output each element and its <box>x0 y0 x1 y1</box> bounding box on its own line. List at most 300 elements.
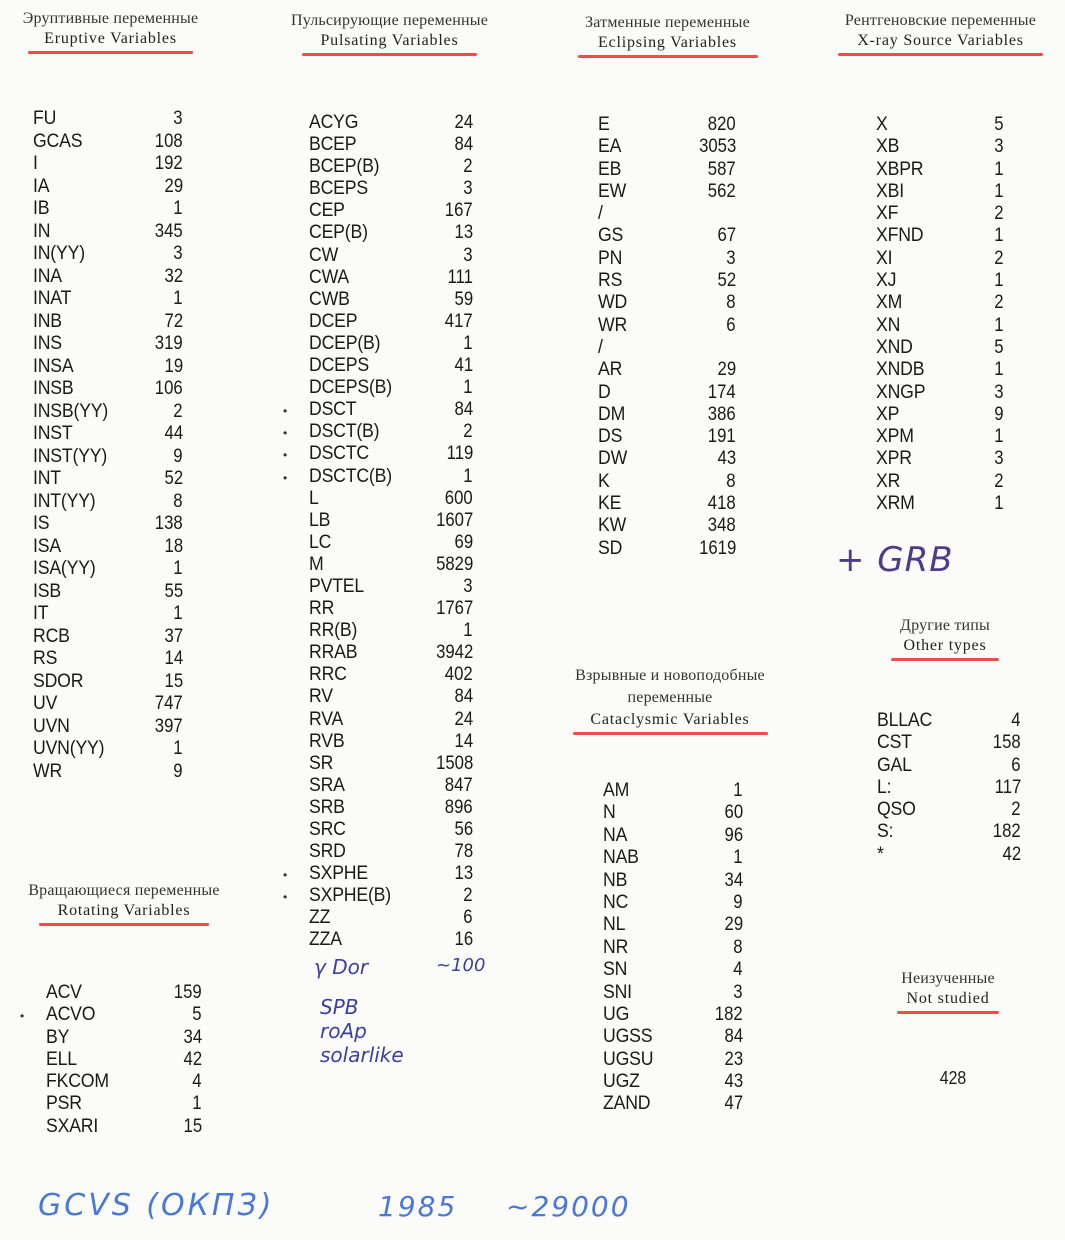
type-code: ISB <box>33 580 61 602</box>
type-code: DSCT <box>309 399 357 421</box>
type-count: 1 <box>994 314 1004 336</box>
notstudied-underline <box>897 1011 999 1014</box>
type-count: 5 <box>994 114 1004 135</box>
list-item <box>603 959 743 981</box>
xray-title-en: X-ray Source Variables <box>857 32 1024 49</box>
notstudied-title-ru: Неизученные <box>901 970 995 987</box>
type-count: 34 <box>183 1026 202 1048</box>
list-item <box>876 159 1004 181</box>
rotating-underline <box>39 923 209 926</box>
type-code: UGSS <box>603 1026 653 1048</box>
list-item <box>33 176 183 199</box>
type-code: DSCTC <box>309 443 369 465</box>
type-count: 106 <box>155 378 183 399</box>
cataclysmic-list <box>603 780 743 1116</box>
type-code: INB <box>33 310 62 332</box>
type-code: WR <box>33 760 63 782</box>
list-item <box>283 885 473 907</box>
type-count: 600 <box>445 487 473 509</box>
type-count: 9 <box>173 760 183 782</box>
type-code: RS <box>33 648 58 669</box>
type-count: 6 <box>1011 754 1021 776</box>
list-item <box>309 112 473 134</box>
type-count: 4 <box>733 959 743 981</box>
other-title-ru: Другие типы <box>900 617 990 634</box>
type-code: SR <box>309 752 334 774</box>
type-count: 174 <box>708 381 736 403</box>
type-count: 44 <box>164 423 183 444</box>
type-code: CEP <box>309 200 345 222</box>
list-item <box>309 620 473 642</box>
list-item <box>33 536 183 559</box>
type-code: SXPHE(B) <box>309 885 391 907</box>
eclipsing-title-ru: Затменные переменные <box>585 14 750 31</box>
type-code: AM <box>603 780 630 801</box>
type-code: IS <box>33 513 50 534</box>
type-code: KE <box>598 493 622 515</box>
eruptive-list <box>33 108 183 783</box>
type-count: 119 <box>446 443 473 465</box>
list-item <box>603 870 743 892</box>
list-item <box>46 1093 202 1115</box>
type-code: ISA <box>33 535 61 557</box>
type-count: 34 <box>724 869 743 891</box>
list-item <box>603 780 743 802</box>
type-count: 14 <box>454 730 473 752</box>
type-code: NB <box>603 869 628 891</box>
list-item <box>283 443 473 465</box>
type-code: INA <box>33 265 62 287</box>
list-item <box>33 693 183 716</box>
type-code: X <box>876 114 888 135</box>
type-code: L: <box>877 776 892 798</box>
type-code: WR <box>598 314 628 336</box>
type-count: 6 <box>726 314 736 336</box>
list-item <box>33 738 183 761</box>
list-item <box>46 982 202 1004</box>
type-count: 397 <box>155 715 183 737</box>
type-code: SD <box>598 537 623 559</box>
type-code: RVB <box>309 730 345 752</box>
xray-list <box>876 114 1004 515</box>
list-item <box>309 178 473 200</box>
other-title-en: Other types <box>903 637 987 654</box>
type-code: NAB <box>603 847 639 869</box>
type-count: 3 <box>994 136 1004 158</box>
type-count: 24 <box>454 708 473 730</box>
list-item <box>33 513 183 536</box>
type-code: DSCTC(B) <box>309 465 392 487</box>
list-item <box>876 404 1004 426</box>
type-count: 96 <box>724 824 743 846</box>
list-item <box>309 134 473 156</box>
type-count: 348 <box>708 515 736 537</box>
type-count: 2 <box>1011 799 1021 821</box>
type-code: XF <box>876 203 899 225</box>
type-count: 1607 <box>435 509 473 531</box>
list-item <box>603 1004 743 1026</box>
list-item <box>598 404 736 426</box>
list-item <box>283 421 473 443</box>
type-code: INST <box>33 423 73 444</box>
list-item <box>598 181 736 203</box>
type-count: 8 <box>733 936 743 958</box>
type-count: 29 <box>724 914 743 936</box>
list-item <box>33 626 183 649</box>
type-count: 52 <box>164 468 183 489</box>
type-code: DCEP <box>309 310 358 332</box>
type-code: L <box>309 487 319 509</box>
list-item <box>598 515 736 537</box>
list-item <box>309 775 473 797</box>
type-count: 6 <box>463 907 473 929</box>
cataclysmic-title-en: Cataclysmic Variables <box>590 711 750 728</box>
type-count: 84 <box>454 686 473 708</box>
type-code: ISA(YY) <box>33 558 96 579</box>
footer-catalog: GCVS (ОКПЗ) <box>38 1188 275 1223</box>
list-item <box>309 488 473 510</box>
type-code: UVN <box>33 715 70 737</box>
list-item <box>876 181 1004 203</box>
type-code: SNI <box>603 981 632 1003</box>
type-count: 1 <box>994 225 1004 247</box>
type-count: 13 <box>454 222 473 244</box>
type-code: QSO <box>877 799 916 821</box>
type-count: 1 <box>994 180 1004 202</box>
type-code: INSB(YY) <box>33 400 109 422</box>
type-code: RR(B) <box>309 620 358 642</box>
list-item <box>603 1093 743 1115</box>
cataclysmic-title-ru: Взрывные и новоподобные переменные <box>575 667 765 706</box>
type-count: 55 <box>164 580 183 602</box>
type-count: 3 <box>463 178 473 200</box>
notstudied-value: 428 <box>939 1068 967 1088</box>
list-item <box>33 671 183 694</box>
type-count: 2 <box>994 203 1004 225</box>
type-count: 345 <box>155 220 183 242</box>
list-item <box>603 892 743 914</box>
type-count: 69 <box>454 531 473 553</box>
type-count: 1 <box>994 359 1004 381</box>
type-count: 1 <box>733 847 743 869</box>
pulsating-list <box>283 112 473 952</box>
type-count: 1619 <box>698 537 736 559</box>
list-item <box>877 755 1021 777</box>
list-item <box>876 203 1004 225</box>
handwritten-gdor-count: ~100 <box>436 955 486 976</box>
type-count: 2 <box>994 247 1004 269</box>
list-item <box>309 333 473 355</box>
type-count: 29 <box>164 175 183 197</box>
type-count: 3 <box>994 381 1004 403</box>
type-code: SN <box>603 959 628 981</box>
type-count: 18 <box>164 535 183 557</box>
type-count: 72 <box>164 310 183 332</box>
list-item <box>309 753 473 775</box>
list-item <box>33 266 183 289</box>
type-count: 23 <box>724 1048 743 1070</box>
list-item <box>876 225 1004 247</box>
list-item <box>33 153 183 176</box>
type-code: ACV <box>46 982 82 1003</box>
type-code: FKCOM <box>46 1071 109 1093</box>
type-count: 8 <box>173 490 183 512</box>
type-count: 60 <box>724 802 743 824</box>
list-item <box>598 315 736 337</box>
type-count: 2 <box>463 156 473 178</box>
list-item <box>309 267 473 289</box>
type-count: 191 <box>708 426 736 448</box>
type-count: 111 <box>447 266 473 288</box>
type-code: GS <box>598 225 624 247</box>
type-count: 24 <box>454 112 473 133</box>
type-code: IN(YY) <box>33 243 85 264</box>
type-code: XPM <box>876 426 914 448</box>
type-code: ZAND <box>603 1093 651 1115</box>
list-item <box>598 270 736 292</box>
rotating-title-ru: Вращающиеся переменные <box>28 882 220 899</box>
list-item <box>309 532 473 554</box>
type-code: D <box>598 381 611 403</box>
list-item <box>598 538 736 560</box>
list-item <box>33 423 183 446</box>
type-code: PN <box>598 247 623 269</box>
list-item <box>876 493 1004 515</box>
list-item <box>598 136 736 158</box>
type-code: XFND <box>876 225 924 247</box>
type-code: BCEP(B) <box>309 156 380 178</box>
list-item <box>598 426 736 448</box>
type-count: 1 <box>173 738 183 759</box>
handwritten-solarlike: solarlike <box>320 1043 404 1067</box>
list-item <box>876 136 1004 158</box>
type-count: 3 <box>173 243 183 264</box>
list-item <box>876 448 1004 470</box>
type-code: K <box>598 470 610 492</box>
type-code: N <box>603 802 616 824</box>
list-item <box>46 1071 202 1093</box>
type-count: 108 <box>155 130 183 152</box>
list-item <box>598 448 736 470</box>
list-item <box>603 1049 743 1071</box>
bullet-mark-icon: • <box>20 1009 25 1024</box>
type-code: ACYG <box>309 112 359 133</box>
list-item <box>876 382 1004 404</box>
eruptive-title-ru: Эруптивные переменные <box>22 10 199 27</box>
list-item <box>603 1026 743 1048</box>
type-code: XM <box>876 292 903 314</box>
handwritten-grb: + GRB <box>836 540 954 580</box>
type-code: CWA <box>309 266 350 288</box>
type-code: SXARI <box>46 1115 99 1137</box>
pulsating-header <box>272 12 507 56</box>
type-count: 319 <box>155 333 183 354</box>
type-count: 67 <box>717 225 736 247</box>
type-code: SRB <box>309 796 345 818</box>
list-item <box>598 114 736 136</box>
type-code: CST <box>877 732 912 754</box>
list-item <box>876 270 1004 292</box>
type-count: 9 <box>994 403 1004 425</box>
type-count: 1 <box>994 158 1004 180</box>
type-code: SXPHE <box>309 863 368 885</box>
type-code: BY <box>46 1026 70 1048</box>
type-count: 37 <box>164 625 183 647</box>
type-code: EA <box>598 136 622 158</box>
type-code: ELL <box>46 1048 77 1070</box>
list-item <box>598 292 736 314</box>
notstudied-title-en: Not studied <box>906 990 990 1007</box>
type-count: 138 <box>155 513 183 534</box>
list-item <box>309 222 473 244</box>
type-count: 847 <box>445 774 473 796</box>
rotating-header <box>8 882 240 926</box>
type-code: LB <box>309 509 331 531</box>
list-item <box>598 225 736 247</box>
list-item <box>33 333 183 356</box>
list-item <box>598 248 736 270</box>
type-count: 43 <box>717 448 736 470</box>
type-count: 417 <box>445 310 473 332</box>
list-item <box>598 337 736 359</box>
type-count: 2 <box>173 400 183 422</box>
type-code: XJ <box>876 270 897 292</box>
list-item <box>309 598 473 620</box>
type-count: 84 <box>454 399 473 421</box>
type-code: XND <box>876 336 913 358</box>
type-count: 14 <box>164 648 183 669</box>
type-count: 896 <box>445 796 473 818</box>
type-code: / <box>598 336 603 358</box>
bullet-mark-icon: • <box>283 448 288 463</box>
type-count: 159 <box>174 982 202 1003</box>
list-item <box>598 493 736 515</box>
list-item <box>309 929 473 951</box>
type-count: 418 <box>708 493 736 515</box>
list-item <box>33 356 183 379</box>
type-code: ZZA <box>309 929 342 951</box>
list-item <box>309 355 473 377</box>
list-item <box>598 382 736 404</box>
handwritten-gdor: γ Dor <box>314 955 369 979</box>
list-item <box>309 686 473 708</box>
type-code: AR <box>598 359 623 381</box>
type-count: 167 <box>445 200 473 222</box>
list-item <box>598 203 736 225</box>
type-code: PSR <box>46 1093 82 1115</box>
type-count: 5 <box>192 1004 202 1026</box>
list-item <box>33 716 183 739</box>
type-code: XI <box>876 247 893 269</box>
type-code: RCB <box>33 625 70 647</box>
type-count: 8 <box>726 470 736 492</box>
type-code: XRM <box>876 493 915 515</box>
cataclysmic-underline <box>573 732 768 735</box>
type-count: 2 <box>994 292 1004 314</box>
list-item <box>33 401 183 424</box>
list-item <box>46 1027 202 1049</box>
list-item <box>46 1116 202 1138</box>
type-code: SRD <box>309 841 346 863</box>
type-code: RV <box>309 686 333 708</box>
type-code: IN <box>33 220 51 242</box>
type-code: CEP(B) <box>309 222 368 244</box>
type-count: 1 <box>463 620 473 642</box>
type-count: 1 <box>173 603 183 624</box>
type-count: 3 <box>463 575 473 597</box>
list-item <box>309 907 473 929</box>
list-item <box>598 159 736 181</box>
type-count: 15 <box>183 1115 202 1137</box>
list-item <box>877 821 1021 843</box>
list-item <box>876 248 1004 270</box>
type-code: EB <box>598 158 622 180</box>
type-count: 3 <box>173 108 183 129</box>
list-item <box>283 399 473 421</box>
type-code: WD <box>598 292 628 314</box>
notstudied-header <box>878 970 1018 1014</box>
type-code: RRAB <box>309 642 358 664</box>
list-item <box>603 802 743 824</box>
type-count: 16 <box>454 929 473 951</box>
type-code: I <box>33 153 38 174</box>
type-count: 2 <box>463 421 473 443</box>
other-list <box>877 710 1021 866</box>
type-code: SRA <box>309 774 345 796</box>
type-count: 42 <box>183 1048 202 1070</box>
list-item <box>877 799 1021 821</box>
type-code: DW <box>598 448 628 470</box>
list-item <box>603 937 743 959</box>
type-code: SRC <box>309 819 346 840</box>
list-item <box>309 311 473 333</box>
type-count: 3 <box>463 244 473 266</box>
type-count: 8 <box>726 292 736 314</box>
type-code: XN <box>876 314 901 336</box>
type-code: XBPR <box>876 158 924 180</box>
type-code: UVN(YY) <box>33 738 105 759</box>
type-count: 4 <box>192 1071 202 1093</box>
pulsating-title-ru: Пульсирующие переменные <box>290 12 489 29</box>
list-item <box>309 731 473 753</box>
type-code: S: <box>877 821 894 843</box>
type-count: 2 <box>994 470 1004 492</box>
type-code: IT <box>33 603 49 624</box>
list-item <box>598 471 736 493</box>
type-code: BLLAC <box>877 710 933 731</box>
other-header <box>870 617 1020 661</box>
type-count: 42 <box>1002 843 1021 865</box>
pulsating-underline <box>302 53 477 56</box>
type-count: 5 <box>994 336 1004 358</box>
type-code: UGZ <box>603 1071 640 1093</box>
type-count: 1 <box>173 558 183 579</box>
type-code: XNGP <box>876 381 926 403</box>
bullet-mark-icon: • <box>283 868 288 883</box>
list-item <box>309 709 473 731</box>
type-code: NC <box>603 891 629 913</box>
list-item <box>309 664 473 686</box>
xray-title-ru: Рентгеновские переменные <box>844 12 1037 29</box>
type-code: RS <box>598 270 623 292</box>
list-item <box>33 446 183 469</box>
type-count: 1 <box>463 377 473 399</box>
list-item <box>876 337 1004 359</box>
handwritten-spb: SPB <box>320 995 359 1019</box>
type-count: 19 <box>164 355 183 377</box>
list-item <box>33 288 183 311</box>
xray-underline <box>838 53 1043 56</box>
